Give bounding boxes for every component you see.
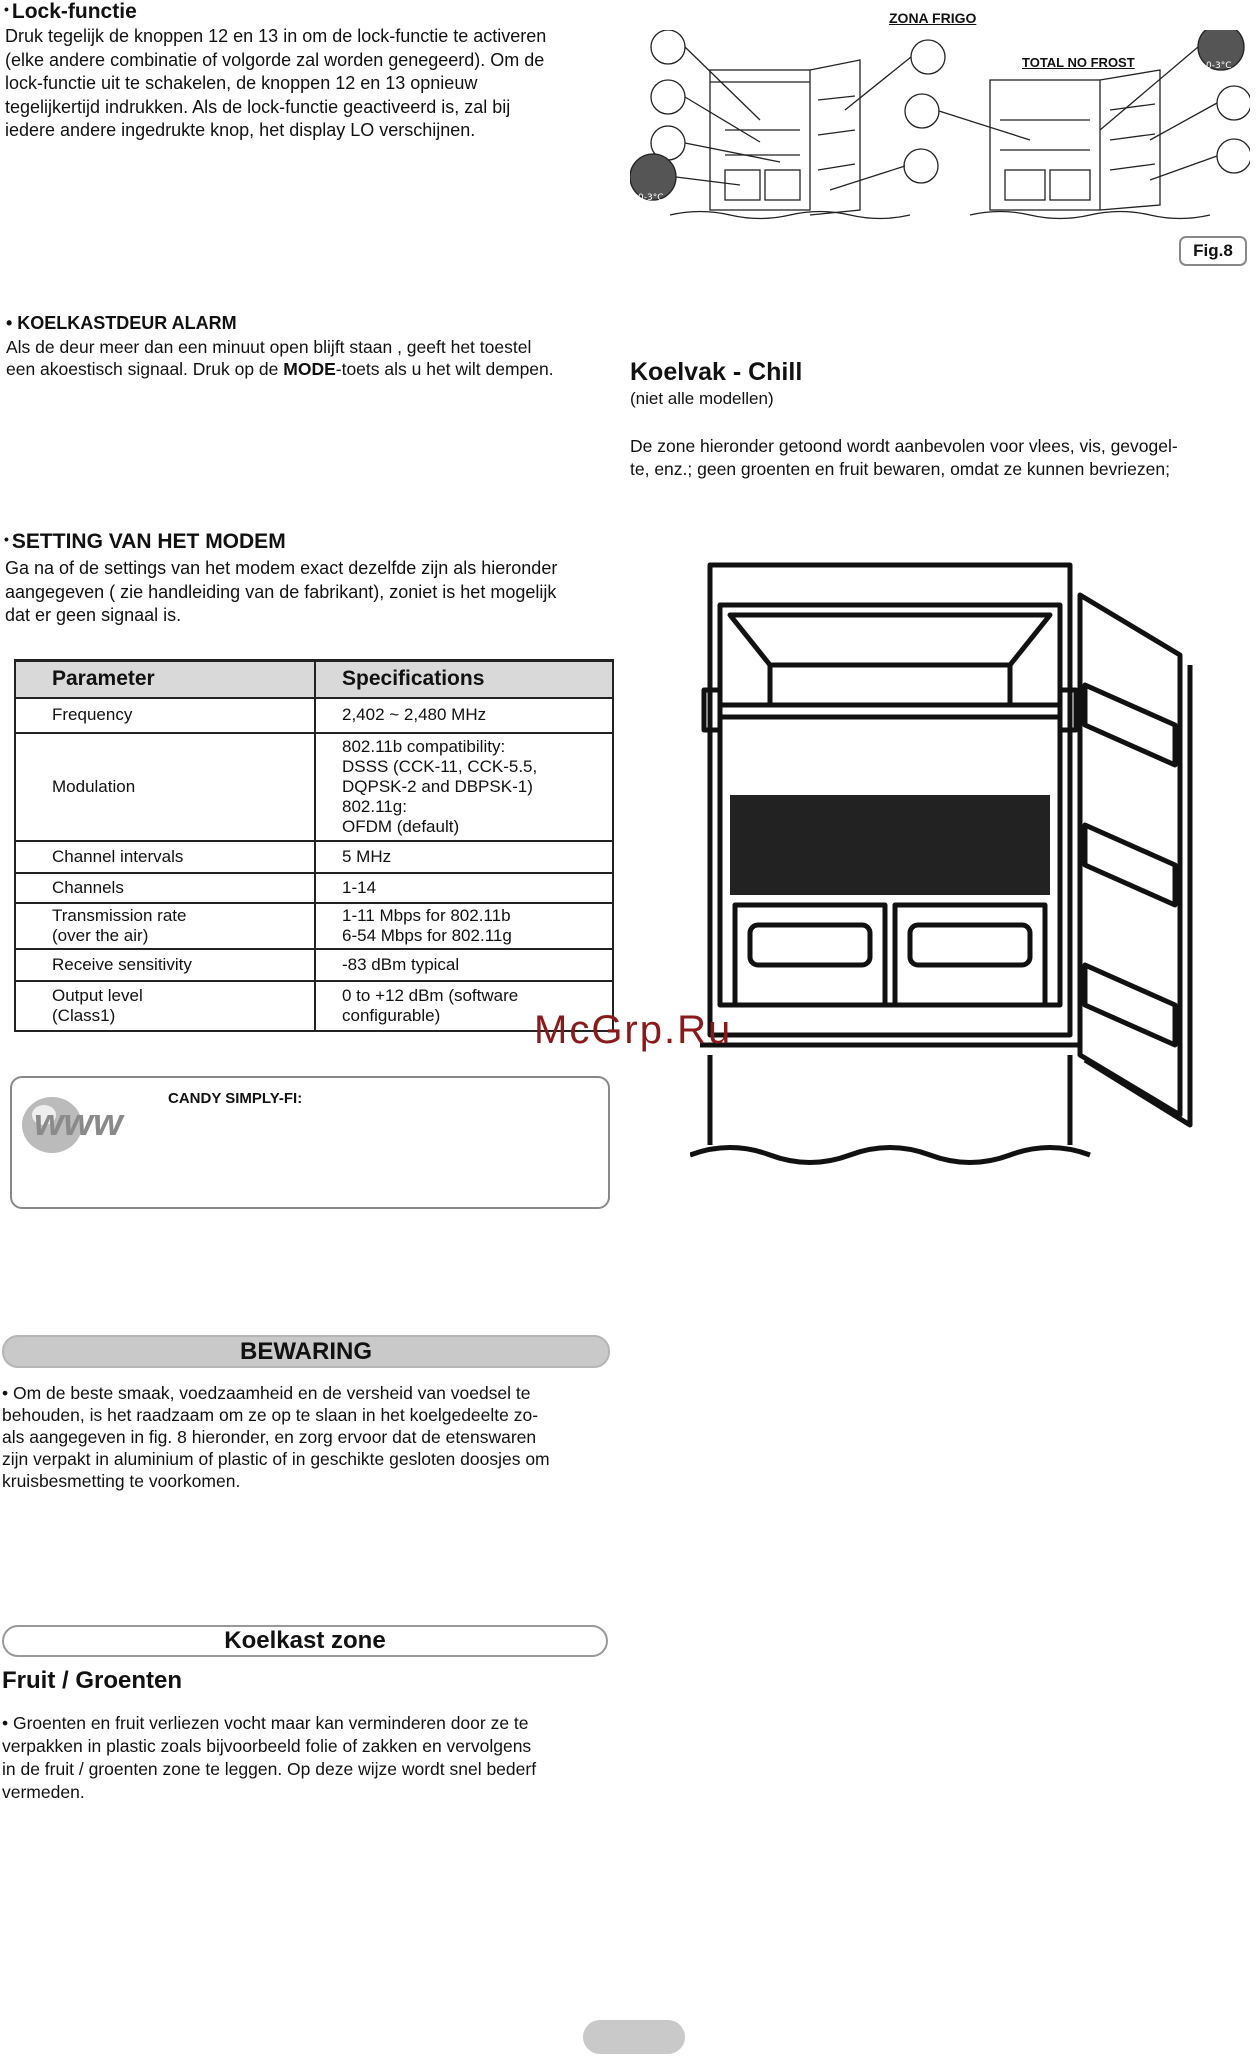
table-header-row	[15, 661, 613, 698]
table-row	[15, 981, 613, 1031]
cell-spec: -83 dBm typical	[315, 949, 613, 981]
chill-line: te, enz.; geen groenten en fruit bewaren, omdat ze kunnen bevriezen;	[630, 459, 1170, 479]
lock-line: (elke andere combinatie of volgorde zal worden genegeerd). Om de	[5, 49, 545, 70]
zona-frigo-label: ZONA FRIGO	[889, 10, 977, 26]
lock-line: tegelijkertijd indrukken. Als de lock-functie geactiveerd is, zal bij	[5, 96, 511, 117]
header-specifications: Specifications	[315, 661, 613, 698]
alarm-title: • KOELKASTDEUR ALARM	[6, 313, 237, 333]
bewaring-paragraph	[2, 1382, 550, 1492]
alarm-line: Als de deur meer dan een minuut open blijft staan , geeft het toestel	[6, 337, 532, 357]
cell-spec: 2,402 ~ 2,480 MHz	[315, 698, 613, 733]
alarm-line2-pre: een akoestisch signaal. Druk op de	[6, 359, 284, 379]
fig-label: Fig.8	[1179, 236, 1247, 266]
cell-param: Transmission rate (over the air)	[15, 903, 315, 949]
bewaring-header-bar	[2, 1335, 610, 1368]
bewaring-line: zijn verpakt in aluminium of plastic of in geschikte gesloten doosjes om	[2, 1449, 550, 1469]
chill-title: Koelvak - Chill	[630, 358, 803, 386]
bewaring-line: • Om de beste smaak, voedzaamheid en de versheid van voedsel te	[2, 1383, 531, 1403]
cell-param: Frequency	[15, 698, 315, 733]
mode-key-label: MODE	[283, 359, 336, 379]
modem-line: Ga na of de settings van het modem exact dezelfde zijn als hieronder	[5, 558, 558, 578]
cell-param: Modulation	[15, 733, 315, 841]
bewaring-line: als aangegeven in fig. 8 hieronder, en zorg ervoor dat de etenswaren	[2, 1427, 537, 1447]
modem-paragraph	[5, 557, 557, 628]
cell-spec: 5 MHz	[315, 841, 613, 873]
total-no-frost-label: TOTAL NO FROST	[1022, 55, 1135, 70]
fridge-zones-illustration	[630, 30, 1250, 240]
candy-simply-fi-label: CANDY SIMPLY-FI:	[168, 1090, 303, 1107]
fridge-chill-illustration	[690, 555, 1220, 1205]
chill-line: De zone hieronder getoond wordt aanbevolen voor vlees, vis, gevogel-	[630, 436, 1178, 456]
table-row	[15, 733, 613, 841]
cell-spec: 802.11b compatibility: DSSS (CCK-11, CCK-5.5, DQPSK-2 and DBPSK-1) 802.11g: OFDM (default)	[315, 733, 613, 841]
modem-line: aangegeven ( zie handleiding van de fabrikant), zoniet is het mogelijk	[5, 581, 557, 602]
table-row	[15, 841, 613, 873]
modem-line: dat er geen signaal is.	[5, 605, 182, 625]
lock-line: Druk tegelijk de knoppen 12 en 13 in om de lock-functie te activeren	[5, 26, 547, 46]
chill-subtitle: (niet alle modellen)	[630, 389, 774, 408]
table-row	[15, 949, 613, 981]
table-row	[15, 873, 613, 903]
fruit-groenten-title: Fruit / Groenten	[2, 1667, 182, 1694]
cell-spec: 0 to +12 dBm (software configurable)	[315, 981, 613, 1031]
cell-param: Output level (Class1)	[15, 981, 315, 1031]
cell-param: Channels	[15, 873, 315, 903]
watermark: McGrp.Ru	[534, 1008, 733, 1052]
table-row	[15, 698, 613, 733]
alarm-paragraph	[6, 336, 554, 380]
modem-spec-table	[14, 659, 614, 1032]
modem-heading	[4, 530, 286, 554]
chill-paragraph	[630, 435, 1178, 481]
bullet-dot: •	[4, 531, 9, 547]
www-globe-icon	[14, 1085, 162, 1157]
koelkast-line: • Groenten en fruit verliezen vocht maar kan verminderen door ze te	[2, 1713, 529, 1733]
table-row	[15, 903, 613, 949]
alarm-line2-post: -toets als u het wilt dempen.	[335, 359, 554, 379]
header-parameter: Parameter	[15, 661, 315, 698]
lock-paragraph	[5, 25, 546, 143]
lock-title: Lock-functie	[11, 0, 137, 23]
koelkast-line: vermeden.	[2, 1782, 85, 1802]
chill-compartment	[730, 795, 1050, 895]
bewaring-line: behouden, is het raadzaam om ze op te slaan in het koelgedeelte zo-	[2, 1405, 539, 1425]
modem-title: SETTING VAN HET MODEM	[11, 530, 286, 553]
cell-param: Receive sensitivity	[15, 949, 315, 981]
cell-spec: 1-11 Mbps for 802.11b 6-54 Mbps for 802.11g	[315, 903, 613, 949]
lock-line: iedere andere ingedrukte knop, het display LO verschijnen.	[5, 120, 476, 140]
bewaring-line: kruisbesmetting te voorkomen.	[2, 1471, 241, 1491]
koelkast-paragraph	[2, 1712, 536, 1804]
koelkast-zone-title: Koelkast zone	[224, 1627, 386, 1654]
www-logo-text: www	[34, 1102, 123, 1144]
bewaring-title: BEWARING	[240, 1338, 372, 1365]
lock-heading	[4, 0, 137, 24]
lock-line: lock-functie uit te schakelen, de knoppen 12 en 13 opnieuw	[5, 73, 478, 93]
bullet-dot: •	[4, 1, 9, 17]
page-number-pill	[583, 2020, 685, 2054]
koelkast-zone-header-bar	[2, 1625, 608, 1657]
cell-param: Channel intervals	[15, 841, 315, 873]
koelkast-line: verpakken in plastic zoals bijvoorbeeld folie of zakken en vervolgens	[2, 1736, 532, 1756]
cell-spec: 1-14	[315, 873, 613, 903]
koelkast-line: in de fruit / groenten zone te leggen. Op deze wijze wordt snel bederf	[2, 1759, 537, 1779]
temp-label-right: 0-3°C	[1206, 61, 1232, 71]
alarm-line	[6, 358, 554, 380]
temp-label-left: 0-3°C	[638, 193, 664, 203]
